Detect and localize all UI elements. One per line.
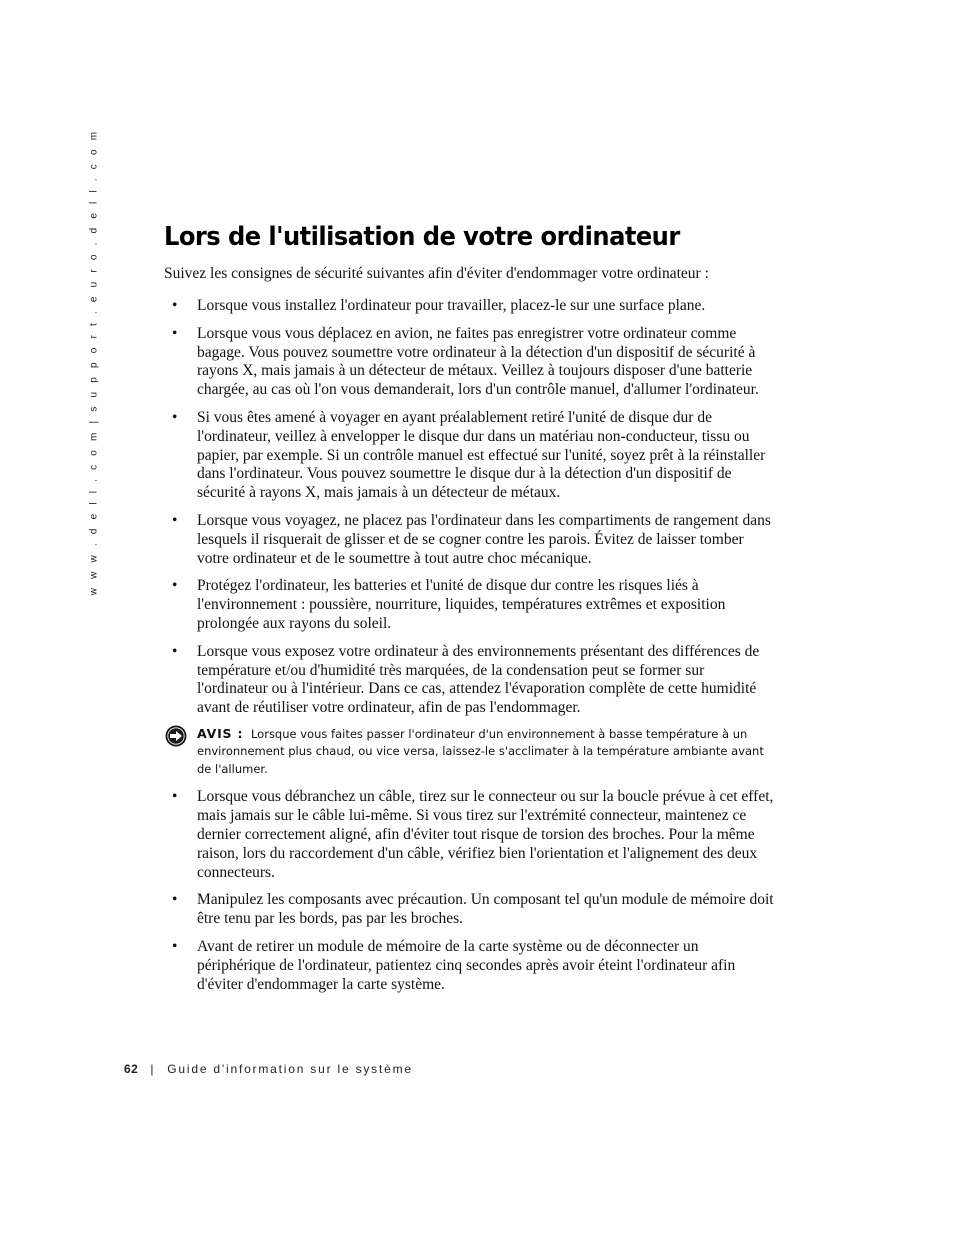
- list-item: [164, 512, 774, 568]
- list-item-text: Protégez l'ordinateur, les batteries et l'unité de disque dur contre les risques liés à l'environnement : poussière, nourriture, liquides, températures extrêmes et exposition prolongée aux rayons du soleil.: [197, 577, 726, 632]
- footer-separator: |: [150, 1062, 156, 1076]
- list-item: [164, 325, 774, 400]
- list-item-text: Manipulez les composants avec précaution. Un composant tel qu'un module de mémoire doit être tenu par les bords, pas par les broches.: [197, 891, 774, 928]
- list-item: [164, 788, 774, 882]
- bullet-marker: •: [172, 788, 178, 806]
- list-item-text: Avant de retirer un module de mémoire de la carte système ou de déconnecter un périphérique de l'ordinateur, patientez cinq secondes après avoir éteint l'ordinateur afin d'éviter d'endommager la carte système.: [197, 938, 736, 993]
- notice-text: Lorsque vous faites passer l'ordinateur d'un environnement à basse température à un environnement plus chaud, ou vice versa, laissez-le s'acclimater à la température ambiante avant de l'allumer.: [197, 726, 764, 776]
- list-item: [164, 938, 774, 994]
- notice-arrow-icon: [165, 725, 187, 747]
- list-item-text: Lorsque vous voyagez, ne placez pas l'ordinateur dans les compartiments de rangement dans lesquels il risquerait de glisser et de se cogner contre les parois. Évitez de laisser tomber votre ordinateur et de le soumettre à tout autre choc mécanique.: [197, 511, 771, 567]
- bullet-marker: •: [172, 577, 178, 595]
- list-item: [164, 297, 774, 316]
- list-item-text: Lorsque vous débranchez un câble, tirez sur le connecteur ou sur la boucle prévue à cet effet, mais jamais sur le câble lui-même. Si vous tirez sur l'extrémité connecteur, maintenez ce dernier correctement aligné, afin d'éviter tout risque de torsion des broches. Pour la même raison, lors du raccordement d'un câble, vérifiez bien l'orientation et l'alignement des deux connecteurs.: [197, 788, 774, 881]
- bullet-marker: •: [172, 938, 178, 956]
- list-item: [164, 891, 774, 929]
- page-footer: [124, 1062, 413, 1076]
- list-item-text: Si vous êtes amené à voyager en ayant préalablement retiré l'unité de disque dur de l'ordinateur, veillez à envelopper le disque dur dans un matériau non-conducteur, tissu ou papier, par exemple. Si un contrôle manuel est effectué sur l'unité, soyez prêt à la réinstaller dans l'ordinateur. Vous pouvez soumettre le disque dur à la détection d'un dispositif de sécurité à rayons X, mais jamais à un détecteur de métaux.: [197, 408, 766, 502]
- list-item-text: Lorsque vous exposez votre ordinateur à des environnements présentant des différences de température et/ou d'humidité très marquées, de la condensation peut se former sur l'ordinateur ou à l'intérieur. Dans ce cas, attendez l'évaporation complète de cette humidité avant de réutiliser votre ordinateur, afin de pas l'endommager.: [197, 642, 760, 717]
- list-item-text: Lorsque vous vous déplacez en avion, ne faites pas enregistrer votre ordinateur comme bagage. Vous pouvez soumettre votre ordinateur à la détection d'un dispositif de sécurité à rayons X, mais jamais à un détecteur de métaux. Veillez à toujours disposer d'une batterie chargée, au cas où l'on vous demanderait, lors d'un contrôle manuel, d'allumer l'ordinateur.: [197, 324, 759, 399]
- notice-label: AVIS :: [197, 725, 244, 741]
- list-item: [164, 643, 774, 718]
- sidebar-url-text: w w w . d e l l . c o m | s u p p o r t . e u r o . d e l l . c o m: [88, 128, 100, 596]
- bullet-marker: •: [172, 642, 178, 660]
- list-item: [164, 577, 774, 633]
- sidebar-website-url: [84, 128, 104, 596]
- intro-paragraph: Suivez les consignes de sécurité suivantes afin d'éviter d'endommager votre ordinateur :: [164, 265, 709, 282]
- guide-title: Guide d'information sur le système: [167, 1062, 413, 1076]
- content-body: [164, 297, 774, 1003]
- list-item: [164, 409, 774, 503]
- page-number: 62: [124, 1062, 139, 1076]
- bullet-marker: •: [172, 891, 178, 909]
- bullet-marker: •: [172, 408, 178, 426]
- notice-box: [164, 725, 774, 779]
- list-item-text: Lorsque vous installez l'ordinateur pour travailler, placez-le sur une surface plane.: [197, 297, 706, 314]
- bullet-marker: •: [172, 324, 178, 342]
- bullet-marker: •: [172, 511, 178, 529]
- page-title: Lors de l'utilisation de votre ordinateur: [164, 222, 680, 252]
- bullet-marker: •: [172, 297, 178, 314]
